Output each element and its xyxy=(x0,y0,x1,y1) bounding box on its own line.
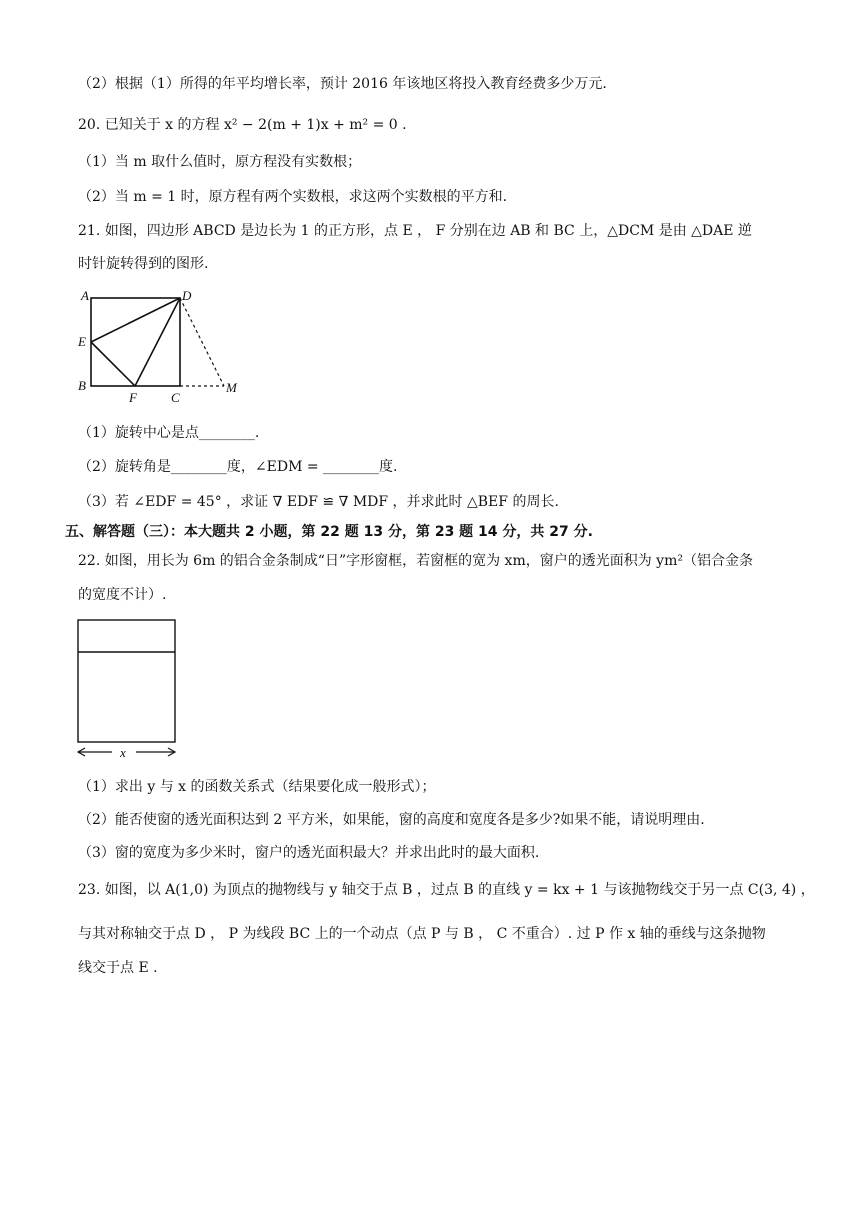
line-17: 与其对称轴交于点 D ， P 为线段 BC 上的一个动点（点 P 与 B ， C 不重合）. 过 P 作 x 轴的垂线与这条抛物 xyxy=(78,926,766,942)
line-3: （1）当 m 取什么值时，原方程没有实数根； xyxy=(78,154,362,170)
line-12: 的宽度不计）. xyxy=(78,587,167,603)
line-18: 线交于点 E . xyxy=(78,960,158,976)
segment-de xyxy=(91,298,180,342)
line-8: （2）旋转角是________度，∠EDM = ________度. xyxy=(78,459,398,475)
window-frame xyxy=(78,620,175,742)
question-22: 22. 如图，用长为 6m 的铝合金条制成“日”字形窗框，若窗框的宽为 xm，窗户的透光面积为 ym²（铝合金条 xyxy=(78,553,753,569)
line-4: （2）当 m = 1 时，原方程有两个实数根，求这两个实数根的平方和. xyxy=(78,189,508,205)
label-f: F xyxy=(129,390,137,405)
square-abcd xyxy=(91,298,180,386)
line-14: （2）能否使窗的透光面积达到 2 平方米，如果能，窗的高度和宽度各是多少?如果不能，请说明理由. xyxy=(78,812,705,828)
line-9: （3）若 ∠EDF = 45° ，求证 ∇ EDF ≌ ∇ MDF ，并求此时 △BEF 的周长. xyxy=(78,494,559,510)
segment-ef xyxy=(91,342,135,386)
segment-df xyxy=(135,298,180,386)
label-b: B xyxy=(78,378,86,393)
label-c: C xyxy=(171,390,180,405)
line-15: （3）窗的宽度为多少米时，窗户的透光面积最大？并求出此时的最大面积. xyxy=(78,845,540,861)
figure-square-rotation xyxy=(76,286,256,406)
label-m: M xyxy=(226,380,237,395)
question-21: 21. 如图，四边形 ABCD 是边长为 1 的正方形，点 E ， F 分别在边 AB 和 BC 上，△DCM 是由 △DAE 逆 xyxy=(78,223,752,239)
line-7: （1）旋转中心是点________. xyxy=(78,425,260,441)
label-a: A xyxy=(81,288,89,303)
figure-window-frame xyxy=(76,618,180,762)
section-heading: 五、解答题（三）：本大题共 2 小题，第 22 题 13 分，第 23 题 14 分，共 27 分. xyxy=(65,524,593,540)
line-1: （2）根据（1）所得的年平均增长率，预计 2016 年该地区将投入教育经费多少万元. xyxy=(78,76,607,92)
label-e: E xyxy=(78,334,86,349)
label-x: x xyxy=(120,745,126,760)
line-6: 时针旋转得到的图形. xyxy=(78,256,209,272)
segment-dm-dashed xyxy=(180,298,224,386)
question-20: 20. 已知关于 x 的方程 x² − 2(m + 1)x + m² = 0 . xyxy=(78,117,407,133)
line-13: （1）求出 y 与 x 的函数关系式（结果要化成一般形式）； xyxy=(78,779,436,795)
label-d: D xyxy=(182,288,192,303)
question-23: 23. 如图，以 A(1,0) 为顶点的抛物线与 y 轴交于点 B ，过点 B 的直线 y = kx + 1 与该抛物线交于另一点 C(3, 4) ， xyxy=(78,882,815,898)
